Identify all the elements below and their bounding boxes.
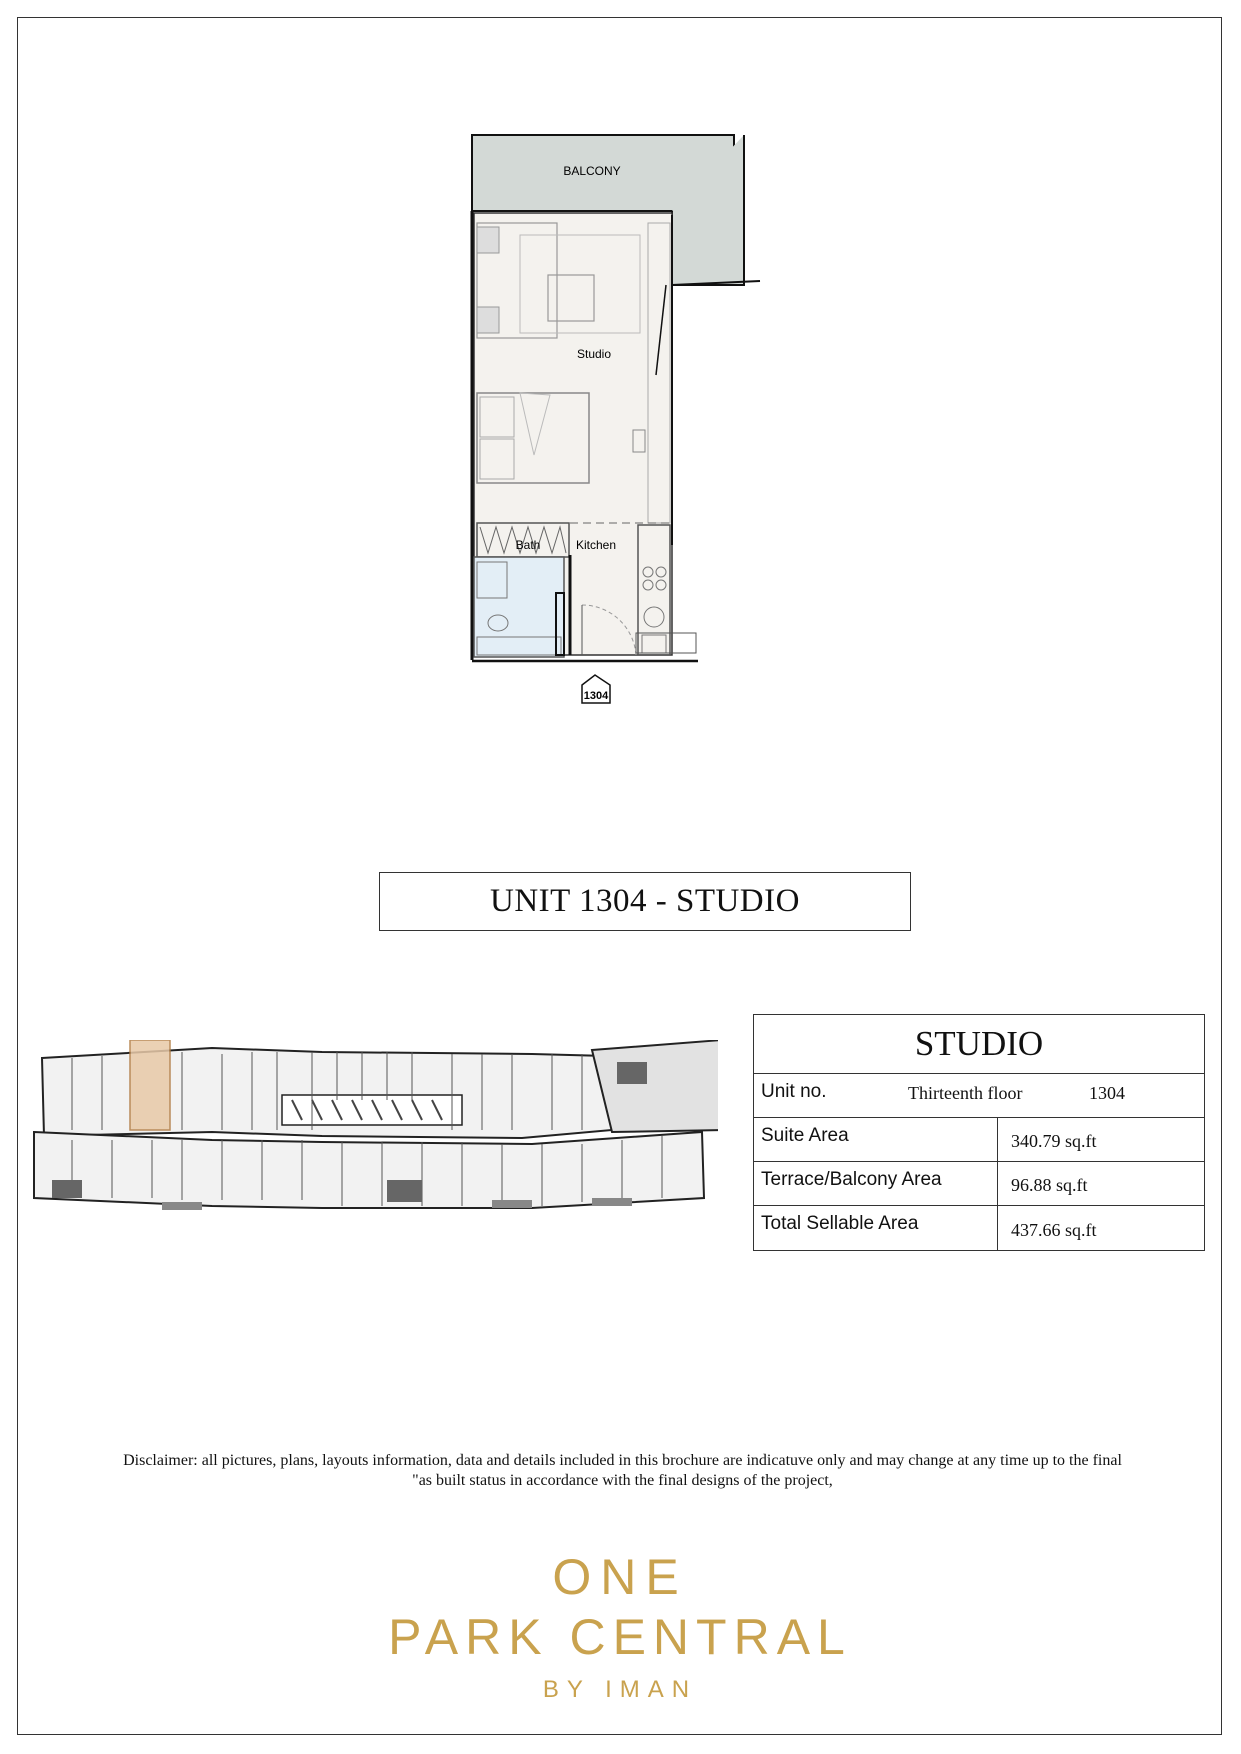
logo-park-central: PARK CENTRAL bbox=[388, 1609, 852, 1665]
area-value: 437.66 sq.ft bbox=[997, 1206, 1097, 1250]
floor-value: Thirteenth floor bbox=[908, 1083, 1023, 1103]
disclaimer bbox=[70, 1451, 1175, 1491]
room-label-kitchen: Kitchen bbox=[575, 538, 617, 552]
area-row-total bbox=[754, 1206, 1204, 1250]
area-value: 340.79 sq.ft bbox=[997, 1118, 1097, 1161]
disclaimer-line-2: "as built status in accordance with the final designs of the project, bbox=[412, 1472, 833, 1489]
key-floor-plan bbox=[32, 1040, 718, 1212]
disclaimer-line-1: Disclaimer: all pictures, plans, layouts information, data and details included in this brochure are indicatuve only and may change at any time up to the final bbox=[123, 1452, 1122, 1469]
unit-title: UNIT 1304 - STUDIO bbox=[379, 872, 911, 931]
area-value: 96.88 sq.ft bbox=[997, 1162, 1088, 1205]
brand-logo bbox=[360, 1530, 880, 1710]
room-label-balcony: BALCONY bbox=[563, 164, 621, 178]
highlighted-unit bbox=[130, 1040, 170, 1130]
entry-tag: 1304 bbox=[583, 690, 609, 702]
area-label: Terrace/Balcony Area bbox=[761, 1169, 942, 1190]
room-label-studio: Studio bbox=[576, 347, 612, 361]
room-label-bath: Bath bbox=[515, 538, 541, 552]
key-plan-drawing bbox=[32, 1040, 718, 1212]
unit-number-value: 1304 bbox=[1089, 1083, 1125, 1103]
area-label: Total Sellable Area bbox=[761, 1213, 919, 1234]
unit-no-label: Unit no. bbox=[761, 1081, 827, 1102]
unit-number-row bbox=[754, 1074, 1204, 1118]
logo-one: ONE bbox=[552, 1549, 688, 1605]
unit-floor-plan bbox=[460, 125, 790, 765]
bath-floor bbox=[474, 557, 564, 657]
area-row-balcony bbox=[754, 1162, 1204, 1206]
area-label: Suite Area bbox=[761, 1125, 849, 1146]
unit-info-table bbox=[753, 1014, 1205, 1251]
logo-by-iman: BY IMAN bbox=[542, 1676, 698, 1703]
floor-plan-drawing bbox=[460, 125, 790, 765]
unit-type-heading: STUDIO bbox=[754, 1015, 1204, 1074]
area-row-suite bbox=[754, 1118, 1204, 1162]
